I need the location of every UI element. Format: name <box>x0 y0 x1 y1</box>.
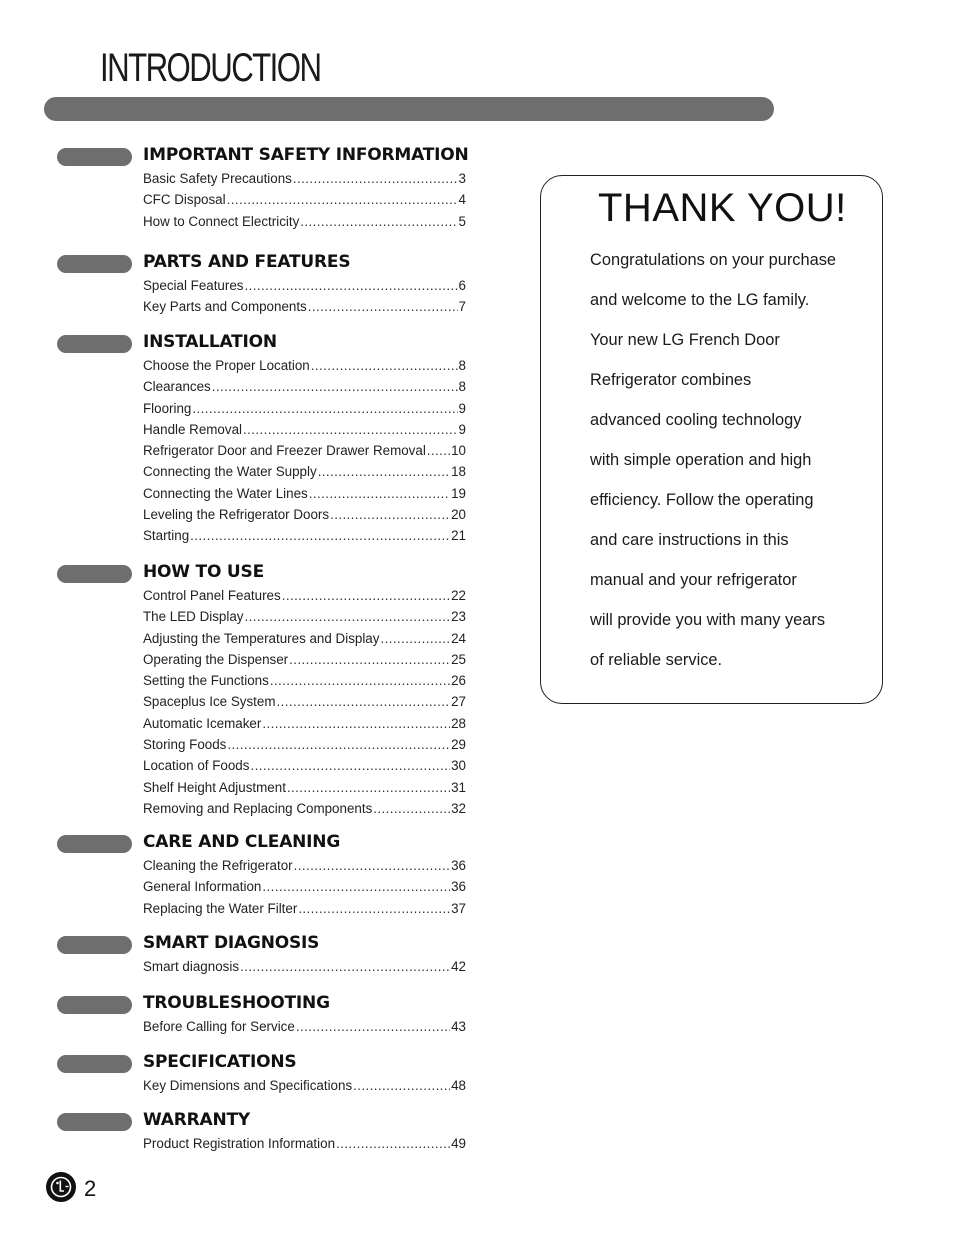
toc-entry-page: 8 <box>458 379 466 395</box>
toc-entry-page: 3 <box>458 171 466 186</box>
toc-entry-label: Special Features <box>143 278 244 293</box>
dot-leader <box>300 214 457 229</box>
toc-entry[interactable] <box>143 278 466 299</box>
dot-leader <box>227 737 450 752</box>
toc-entry-label: Product Registration Information <box>143 1136 336 1151</box>
toc-entry[interactable] <box>143 1019 466 1040</box>
thank-you-line: of reliable service. <box>590 651 723 669</box>
toc-entry-label: Connecting the Water Supply <box>143 464 317 480</box>
toc-entry-label: Key Parts and Components <box>143 299 307 315</box>
toc-entry-page: 26 <box>451 673 466 689</box>
toc-entry-label: Automatic Icemaker <box>143 715 262 731</box>
dot-leader <box>330 507 450 522</box>
dot-leader <box>262 716 450 731</box>
toc-entry-label: Clearances <box>143 379 211 395</box>
toc-entry[interactable] <box>143 694 466 715</box>
dot-leader <box>227 192 458 207</box>
toc-entry-label: Storing Foods <box>143 737 227 753</box>
dot-leader <box>293 171 458 186</box>
toc-entry-page: 5 <box>458 213 466 229</box>
dot-leader <box>244 609 450 624</box>
toc-entry[interactable] <box>143 901 466 922</box>
section-pill <box>57 1113 132 1131</box>
toc-entry-label: Refrigerator Door and Freezer Drawer Removal <box>143 443 426 459</box>
toc-entry-label: Setting the Functions <box>143 673 269 689</box>
dot-leader <box>287 780 450 795</box>
toc-entry[interactable] <box>143 528 466 549</box>
toc-entry-page: 27 <box>451 694 466 710</box>
toc-entry-label: Shelf Height Adjustment <box>143 779 286 795</box>
section-title: IMPORTANT SAFETY INFORMATION <box>143 145 469 165</box>
toc-entry[interactable] <box>143 171 466 192</box>
toc-entry-label: Basic Safety Precautions <box>143 171 292 186</box>
toc-entry[interactable] <box>143 716 466 737</box>
toc-entry[interactable] <box>143 1136 466 1157</box>
toc-entry-page: 7 <box>458 299 466 315</box>
toc-entry[interactable] <box>143 299 466 320</box>
toc-entry-page: 32 <box>451 800 466 816</box>
dot-leader <box>309 486 450 501</box>
toc-entry-label: Choose the Proper Location <box>143 358 310 373</box>
toc-entry-page: 23 <box>451 609 466 625</box>
toc-entry[interactable] <box>143 879 466 900</box>
dot-leader <box>298 901 450 916</box>
toc-entry-page: 49 <box>451 1136 466 1151</box>
thank-you-line: and welcome to the LG family. <box>590 291 810 309</box>
dot-leader <box>190 528 450 543</box>
toc-entry[interactable] <box>143 631 466 652</box>
toc-entry-label: General Information <box>143 879 262 895</box>
section-title: PARTS AND FEATURES <box>143 252 351 272</box>
section-pill <box>57 996 132 1014</box>
thank-you-line: efficiency. Follow the operating <box>590 491 814 509</box>
dot-leader <box>311 358 458 373</box>
thank-you-line: advanced cooling technology <box>590 411 802 429</box>
lg-logo-icon <box>46 1172 76 1202</box>
dot-leader <box>240 959 450 974</box>
toc-entry-label: Control Panel Features <box>143 588 281 603</box>
toc-entry-page: 36 <box>451 879 466 895</box>
toc-entry-page: 29 <box>451 737 466 753</box>
thank-you-line: Congratulations on your purchase <box>590 251 837 269</box>
section-pill <box>57 255 132 273</box>
dot-leader <box>296 1019 450 1034</box>
section-title: HOW TO USE <box>143 562 264 582</box>
toc-entry[interactable] <box>143 214 466 235</box>
toc-entry[interactable] <box>143 507 466 528</box>
thank-you-line: Refrigerator combines <box>590 371 752 389</box>
dot-leader <box>243 422 458 437</box>
toc-entry-page: 21 <box>451 528 466 544</box>
dot-leader <box>212 379 458 394</box>
dot-leader <box>289 652 450 667</box>
toc-entry-label: Key Dimensions and Specifications <box>143 1078 353 1093</box>
toc-entry-page: 22 <box>451 588 466 603</box>
dot-leader <box>336 1136 450 1151</box>
section-pill <box>57 565 132 583</box>
thank-you-message <box>590 246 836 686</box>
toc-entry-page: 20 <box>451 507 466 523</box>
toc-entry-page: 19 <box>451 485 466 501</box>
toc-entry-label: Leveling the Refrigerator Doors <box>143 507 330 523</box>
toc-entry-label: Connecting the Water Lines <box>143 485 308 501</box>
toc-entry-label: Operating the Dispenser <box>143 651 289 667</box>
section-title: WARRANTY <box>143 1110 251 1130</box>
section-pill <box>57 936 132 954</box>
section-pill <box>57 335 132 353</box>
dot-leader <box>380 631 450 646</box>
thank-you-line: with simple operation and high <box>590 451 812 469</box>
toc-entry-label: The LED Display <box>143 609 244 625</box>
toc-entry-label: How to Connect Electricity <box>143 213 300 229</box>
toc-entry-page: 42 <box>451 959 466 974</box>
toc-entry[interactable] <box>143 737 466 758</box>
toc-entry[interactable] <box>143 1078 466 1099</box>
toc-entry-label: Spaceplus Ice System <box>143 694 276 710</box>
toc-entry-page: 4 <box>458 192 466 208</box>
dot-leader <box>244 278 457 293</box>
toc-entry-page: 37 <box>451 900 466 916</box>
section-title: INSTALLATION <box>143 332 277 352</box>
toc-entry[interactable] <box>143 401 466 422</box>
toc-entry-label: Smart diagnosis <box>143 959 240 974</box>
toc-entry-label: CFC Disposal <box>143 192 226 208</box>
toc-entry[interactable] <box>143 443 466 464</box>
section-title: CARE AND CLEANING <box>143 832 341 852</box>
thank-you-box <box>540 175 883 704</box>
toc-entry-label: Handle Removal <box>143 421 242 437</box>
toc-entry[interactable] <box>143 464 466 485</box>
toc-entry-page: 30 <box>451 758 466 774</box>
section-pill <box>57 148 132 166</box>
toc-entry[interactable] <box>143 379 466 400</box>
toc-entry-page: 24 <box>451 630 466 646</box>
dot-leader <box>427 443 450 458</box>
toc-entry-page: 25 <box>451 651 466 667</box>
dot-leader <box>308 299 458 314</box>
dot-leader <box>262 879 450 894</box>
toc-entry[interactable] <box>143 959 466 980</box>
section-title: SPECIFICATIONS <box>143 1052 297 1072</box>
section-pill <box>57 835 132 853</box>
toc-entry-page: 43 <box>451 1019 466 1034</box>
section-title: SMART DIAGNOSIS <box>143 933 320 953</box>
toc-entry[interactable] <box>143 358 466 379</box>
toc-entry-page: 28 <box>451 715 466 731</box>
dot-leader <box>353 1078 450 1093</box>
toc-entry-label: Location of Foods <box>143 758 250 774</box>
toc-entry-page: 8 <box>458 358 466 373</box>
toc-entry[interactable] <box>143 609 466 630</box>
thank-you-title: THANK YOU! <box>598 186 847 230</box>
toc-entry[interactable] <box>143 588 466 609</box>
dot-leader <box>192 401 457 416</box>
toc-entry-label: Flooring <box>143 400 192 416</box>
dot-leader <box>282 588 450 603</box>
toc-entry[interactable] <box>143 780 466 801</box>
toc-entry-page: 6 <box>458 278 466 293</box>
toc-entry[interactable] <box>143 673 466 694</box>
toc-entry[interactable] <box>143 758 466 779</box>
dot-leader <box>294 858 450 873</box>
thank-you-line: Your new LG French Door <box>590 331 780 349</box>
toc-entry-label: Starting <box>143 528 190 544</box>
thank-you-line: and care instructions in this <box>590 531 789 549</box>
toc-entry-page: 9 <box>458 421 466 437</box>
toc-entry-page: 31 <box>451 779 466 795</box>
page-number: 2 <box>84 1176 97 1201</box>
toc-entry[interactable] <box>143 422 466 443</box>
toc-entry-label: Removing and Replacing Components <box>143 800 373 816</box>
toc-entry[interactable] <box>143 486 466 507</box>
toc-entry-page: 9 <box>458 400 466 416</box>
dot-leader <box>373 801 450 816</box>
toc-entry-page: 18 <box>451 464 466 480</box>
toc-entry[interactable] <box>143 192 466 213</box>
toc-entry-label: Cleaning the Refrigerator <box>143 858 293 873</box>
dot-leader <box>276 694 450 709</box>
toc-entry[interactable] <box>143 801 466 822</box>
section-title: TROUBLESHOOTING <box>143 993 330 1013</box>
toc-entry-page: 36 <box>451 858 466 873</box>
thank-you-line: manual and your refrigerator <box>590 571 797 589</box>
dot-leader <box>250 758 450 773</box>
toc-entry-label: Adjusting the Temperatures and Display <box>143 630 380 646</box>
toc-entry-page: 48 <box>451 1078 466 1093</box>
dot-leader <box>270 673 450 688</box>
toc-entry[interactable] <box>143 858 466 879</box>
page-title: INTRODUCTION <box>100 46 321 90</box>
section-pill <box>57 1055 132 1073</box>
thank-you-line: will provide you with many years <box>590 611 826 629</box>
dot-leader <box>318 464 450 479</box>
toc-entry-label: Replacing the Water Filter <box>143 900 298 916</box>
toc-entry[interactable] <box>143 652 466 673</box>
toc-entry-page: 10 <box>451 443 466 459</box>
toc-entry-label: Before Calling for Service <box>143 1019 295 1034</box>
